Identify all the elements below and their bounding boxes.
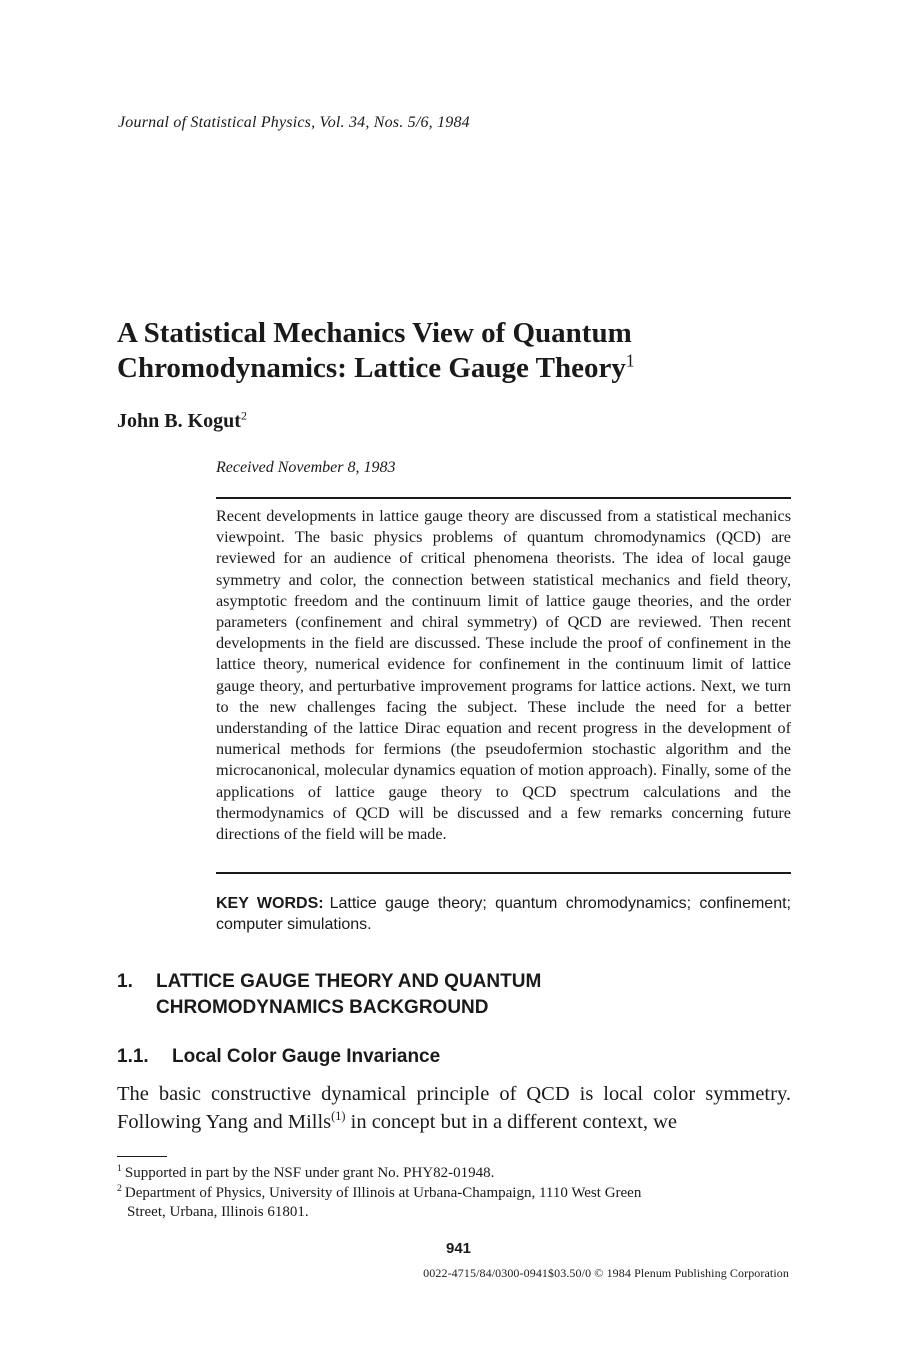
abstract-top-rule (216, 497, 791, 499)
title-line-2: Chromodynamics: Lattice Gauge Theory (117, 352, 626, 384)
footnote-2 (117, 1184, 793, 1223)
author-name (117, 410, 247, 433)
body-paragraph (117, 1080, 791, 1136)
journal-citation: Journal of Statistical Physics, Vol. 34, Nos. 5/6, 1984 (118, 114, 470, 131)
subsection-number: 1.1. (117, 1046, 149, 1067)
footnote-2-continuation: Street, Urbana, Illinois 61801. (127, 1204, 309, 1220)
subsection-heading (117, 1046, 440, 1068)
keywords-text: Lattice gauge theory; quantum chromodynamics; confinement; computer simulations. (216, 895, 791, 933)
keywords (216, 893, 791, 935)
footnote-1 (117, 1164, 793, 1184)
copyright-line: 0022-4715/84/0300-0941$03.50/0 © 1984 Plenum Publishing Corporation (423, 1266, 789, 1280)
title-line-1: A Statistical Mechanics View of Quantum (117, 317, 632, 349)
abstract: Recent developments in lattice gauge theory are discussed from a statistical mechanics viewpoint. The basic physics problems of quantum chromodynamics (QCD) are reviewed for an audience of critical phenomena theorists. The idea of local gauge symmetry and color, the connection between statistical mechanics and field theory, asymptotic freedom and the continuum limit of lattice gauge theories, and the order parameters (confinement and chiral symmetry) of QCD are reviewed. Then recent developments in the field are discussed. These include the proof of confinement in the lattice theory, numerical evidence for confinement in the continuum limit of lattice gauge theory, and perturbative improvement programs for lattice actions. Next, we turn to the new challenges facing the subject. These include the need for a better understanding of the lattice Dirac equation and recent progress in the development of numerical methods for fermions (the pseudofermion stochastic algorithm and the microcanonical, molecular dynamics equation of motion approach). Finally, some of the applications of lattice gauge theory to QCD spectrum calculations and the thermodynamics of QCD will be discussed and a few remarks concerning future directions of the field will be made. (216, 507, 791, 844)
footnote-rule (117, 1156, 167, 1157)
received-date: Received November 8, 1983 (216, 459, 396, 476)
subsection-title: Local Color Gauge Invariance (172, 1046, 441, 1067)
title-footnote-mark: 1 (625, 350, 635, 371)
keywords-label: KEY WORDS: (216, 895, 324, 912)
abstract-bottom-rule (216, 872, 791, 874)
page-number: 941 (445, 1240, 472, 1257)
section-title-line-2: CHROMODYNAMICS BACKGROUND (156, 997, 489, 1018)
paper-title (117, 316, 817, 386)
body-text-part-2: in concept but in a different context, we (345, 1111, 677, 1133)
section-number: 1. (117, 971, 133, 992)
footnote-1-mark: 1 (117, 1163, 122, 1174)
section-heading (117, 969, 541, 1021)
body-reference: (1) (331, 1109, 346, 1124)
footnotes (117, 1164, 793, 1223)
author-footnote-mark: 2 (240, 408, 247, 423)
footnote-2-text: Department of Physics, University of Illinois at Urbana-Champaign, 1110 West Green (124, 1184, 642, 1201)
footnote-2-mark: 2 (117, 1182, 122, 1194)
section-title-line-1: LATTICE GAUGE THEORY AND QUANTUM (156, 971, 542, 992)
footnote-1-text: Supported in part by the NSF under grant No. PHY82-01948. (124, 1165, 495, 1181)
author-text: John B. Kogut (117, 410, 241, 432)
body-text-part-1: The basic constructive dynamical principle of QCD is local color symmetry. Following Yang and Mills (117, 1083, 791, 1133)
